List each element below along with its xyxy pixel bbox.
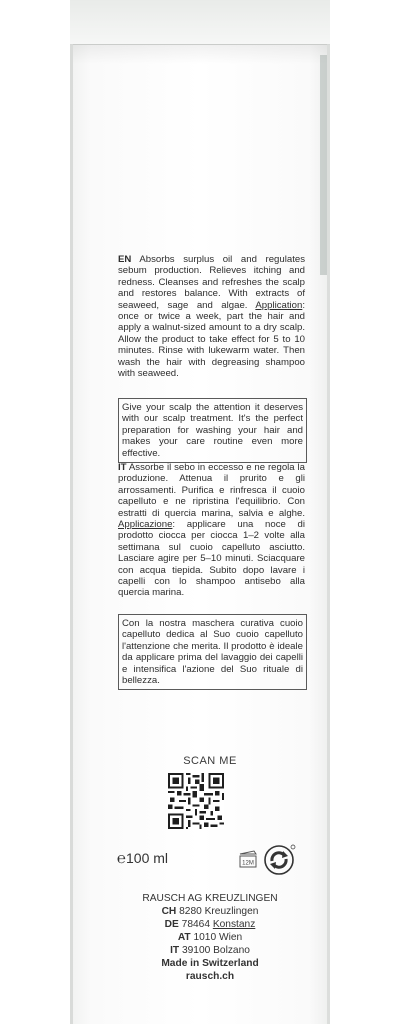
en-application-label: Application	[255, 299, 303, 311]
manufacturer-address	[110, 892, 310, 983]
it-note-text: Con la nostra maschera curativa cuoio capelluto dedica al Suo cuoio capelluto l'attenzione che merita. Il prodotto è ideale da applicare prima del lavaggio dei capelli e intensifica l'azione del Suo rituale di bellezza.	[122, 618, 303, 687]
it-description-part1: Assorbe il sebo in eccesso e ne regola la produzione. Attenua il prurito e gli arrossamenti. Purifica e rinfresca il cuoio capelluto e ne ripristina l'equilibrio. Con estratti di quercia marina, salvia e alghe.	[118, 462, 305, 519]
en-description-part1: Absorbs surplus oil and regulates sebum production. Relieves itching and redness. Cleanses and refreshes the scalp and restores balance. With extracts of seaweed, sage and algae.	[118, 254, 305, 311]
english-description	[118, 254, 305, 379]
jar-pao-icon	[237, 848, 259, 870]
italian-note-box	[118, 614, 307, 690]
address-line-it: IT 39100 Bolzano	[170, 945, 250, 956]
lid-shadow	[73, 44, 327, 64]
en-description-part2: : once or twice a week, part the hair and apply a walnut-sized amount to a dry scalp. Allow the product to take effect for 5 to 10 minutes. Rinse with lukewarm water. Then wash the hair with degreasing shampoo with seaweed.	[118, 299, 305, 380]
made-in-label: Made in Switzerland	[161, 958, 259, 969]
company-name: RAUSCH AG KREUZLINGEN	[142, 893, 278, 904]
qr-code-icon[interactable]	[168, 773, 224, 829]
address-line-at: AT 1010 Wien	[177, 932, 243, 943]
website-link[interactable]: rausch.ch	[185, 971, 235, 982]
scan-me-label: SCAN ME	[183, 755, 237, 767]
english-note-box	[118, 398, 307, 463]
volume-amount: 100 ml	[126, 850, 169, 866]
carton-flap-strip	[320, 55, 327, 275]
carton-left-edge	[70, 0, 73, 1024]
language-code-en: EN	[118, 254, 132, 265]
address-line-de: DE 78464 Konstanz	[164, 919, 256, 930]
carton-right-edge	[327, 0, 330, 1024]
language-code-it: IT	[118, 462, 127, 473]
volume-label	[117, 850, 168, 867]
recycle-icon	[262, 843, 296, 877]
it-application-label: Applicazione	[118, 519, 173, 531]
pao-label: 12M	[242, 860, 254, 867]
address-line-ch: CH 8280 Kreuzlingen	[161, 906, 259, 917]
it-description-part2: : applicare una noce di prodotto ciocca per ciocca 1–2 volte alla settimana sul cuoio capelluto asciutto. Lasciare agire per 5–10 minuti. Sciacquare con acqua tiepida. Subito dopo lavare i capelli con lo shampoo antisebo alla quercia marina.	[118, 519, 305, 599]
estimated-sign-icon: ℮	[117, 850, 127, 867]
carton-top-lid	[70, 0, 330, 45]
en-note-text: Give your scalp the attention it deserves with our scalp treatment. It's the perfect preparation for washing your hair and makes your care routine even more effective.	[122, 402, 303, 459]
italian-description	[118, 462, 305, 599]
